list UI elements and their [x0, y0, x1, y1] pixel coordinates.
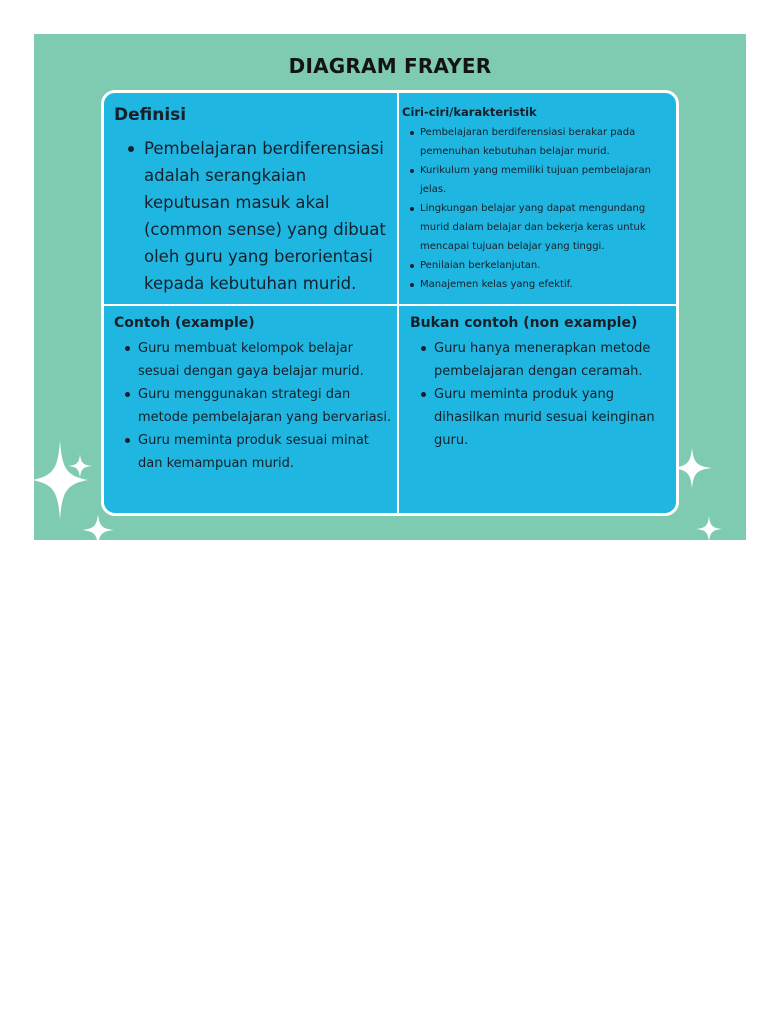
list-item: Penilaian berkelanjutan. [402, 256, 676, 275]
frayer-slide [34, 34, 746, 540]
frayer-board [101, 90, 679, 516]
list-item: Guru meminta produk sesuai minat dan kemampuan murid. [114, 429, 394, 475]
definition-title: Definisi [114, 105, 187, 125]
non-example-list [410, 337, 676, 452]
list-item: Guru membuat kelompok belajar sesuai dengan gaya belajar murid. [114, 337, 394, 383]
sparkle-icon [82, 514, 114, 540]
sparkle-icon [34, 440, 88, 520]
characteristics-list [402, 123, 676, 294]
characteristics-title: Ciri-ciri/karakteristik [402, 105, 537, 119]
sparkle-icon [68, 454, 92, 478]
list-item: Kurikulum yang memiliki tujuan pembelajaran jelas. [402, 161, 676, 199]
list-item: Pembelajaran berdiferensiasi adalah serangkaian keputusan masuk akal (common sense) yang dibuat oleh guru yang berorientasi kepada kebutuhan murid. [114, 135, 394, 297]
example-list [114, 337, 394, 475]
characteristics-quadrant [402, 105, 676, 301]
definition-quadrant [114, 105, 394, 301]
list-item: Guru menggunakan strategi dan metode pembelajaran yang bervariasi. [114, 383, 394, 429]
sparkle-icon [696, 516, 722, 540]
list-item: Guru hanya menerapkan metode pembelajaran dengan ceramah. [410, 337, 676, 383]
example-quadrant [114, 315, 394, 511]
non-example-quadrant [410, 315, 676, 511]
definition-list [114, 135, 394, 297]
list-item: Guru meminta produk yang dihasilkan murid sesuai keinginan guru. [410, 383, 676, 452]
list-item: Lingkungan belajar yang dapat mengundang murid dalam belajar dan bekerja keras untuk mencapai tujuan belajar yang tinggi. [402, 199, 676, 256]
page-title: DIAGRAM FRAYER [288, 54, 492, 78]
example-title: Contoh (example) [114, 315, 255, 331]
vertical-divider [397, 93, 399, 513]
horizontal-divider [104, 304, 676, 306]
non-example-title: Bukan contoh (non example) [410, 315, 638, 331]
list-item: Manajemen kelas yang efektif. [402, 275, 676, 294]
list-item: Pembelajaran berdiferensiasi berakar pada pemenuhan kebutuhan belajar murid. [402, 123, 676, 161]
